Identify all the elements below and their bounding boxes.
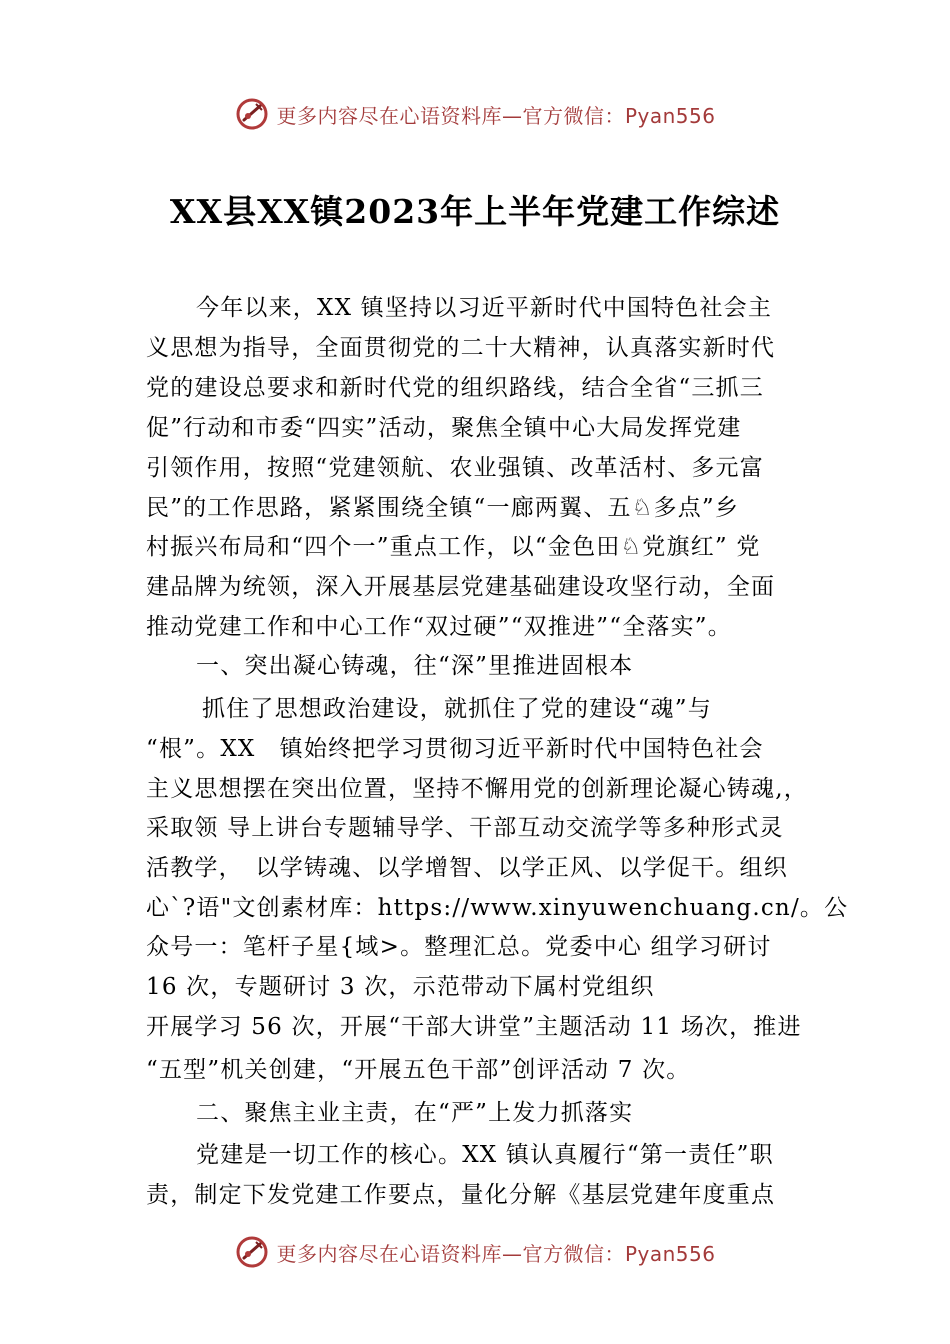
body-line: 党的建设总要求和新时代党的组织路线，结合全省“三抓三 xyxy=(146,375,764,401)
body-line: 引领作用，按照“党建领航、农业强镇、改革活村、多元富 xyxy=(146,455,764,481)
body-line: 民”的工作思路，紧紧围绕全镇“一廊两翼、五♘多点”乡 xyxy=(146,495,740,521)
body-line: 村振兴布局和“四个一”重点工作，以“金色田♘党旗红” 党 xyxy=(146,534,761,560)
body-line: 主义思想摆在突出位置，坚持不懈用党的创新理论凝心铸魂,， xyxy=(146,776,808,802)
section-heading-2: 二、聚焦主业主责，在“严”上发力抓落实 xyxy=(196,1100,634,1126)
body-line: 众号一：笔杆子星{域>。整理汇总。党委中心 组学习研讨 xyxy=(146,934,772,960)
body-line: “根”。XX 镇始终把学习贯彻习近平新时代中国特色社会 xyxy=(146,736,764,762)
body-line: 心`?语"文创素材库：https://www.xinyuwenchuang.cn/。公 xyxy=(146,895,849,921)
body-line: 促”行动和市委“四实”活动，聚焦全镇中心大局发挥党建 xyxy=(146,415,742,441)
body-line: 抓住了思想政治建设，就抓住了党的建设“魂”与 xyxy=(202,696,712,722)
body-line: 开展学习 56 次，开展“干部大讲堂”主题活动 11 场次，推进 xyxy=(146,1014,802,1040)
body-line: 16 次，专题研讨 3 次，示范带动下属村党组织 xyxy=(146,974,655,1000)
body-line: 党建是一切工作的核心。XX 镇认真履行“第一责任”职 xyxy=(196,1142,774,1168)
brand-logo-icon xyxy=(234,1234,270,1270)
brand-logo-icon xyxy=(234,96,270,132)
banner-text: 更多内容尽在心语资料库—官方微信：Pyan556 xyxy=(276,1241,716,1266)
body-line: 今年以来，XX 镇坚持以习近平新时代中国特色社会主 xyxy=(196,295,773,321)
section-heading-1: 一、突出凝心铸魂，往“深”里推进固根本 xyxy=(196,653,634,679)
body-line: 责，制定下发党建工作要点，量化分解《基层党建年度重点 xyxy=(146,1182,776,1208)
body-line: 活教学， 以学铸魂、以学增智、以学正风、以学促干。组织 xyxy=(146,855,788,881)
bottom-watermark-banner xyxy=(0,1232,950,1272)
body-line: 采取领 导上讲台专题辅导学、干部互动交流学等多种形式灵 xyxy=(146,815,784,841)
document-title: XX县XX镇2023年上半年党建工作综述 xyxy=(169,192,781,231)
body-line: 推动党建工作和中心工作“双过硬”“双推进”“全落实”。 xyxy=(146,614,732,640)
body-line: 义思想为指导，全面贯彻党的二十大精神，认真落实新时代 xyxy=(146,335,776,361)
top-watermark-banner xyxy=(0,94,950,134)
banner-text: 更多内容尽在心语资料库—官方微信：Pyan556 xyxy=(276,103,716,128)
body-line: “五型”机关创建，“开展五色干部”创评活动 7 次。 xyxy=(146,1057,691,1083)
body-line: 建品牌为统领，深入开展基层党建基础建设攻坚行动，全面 xyxy=(146,574,776,600)
